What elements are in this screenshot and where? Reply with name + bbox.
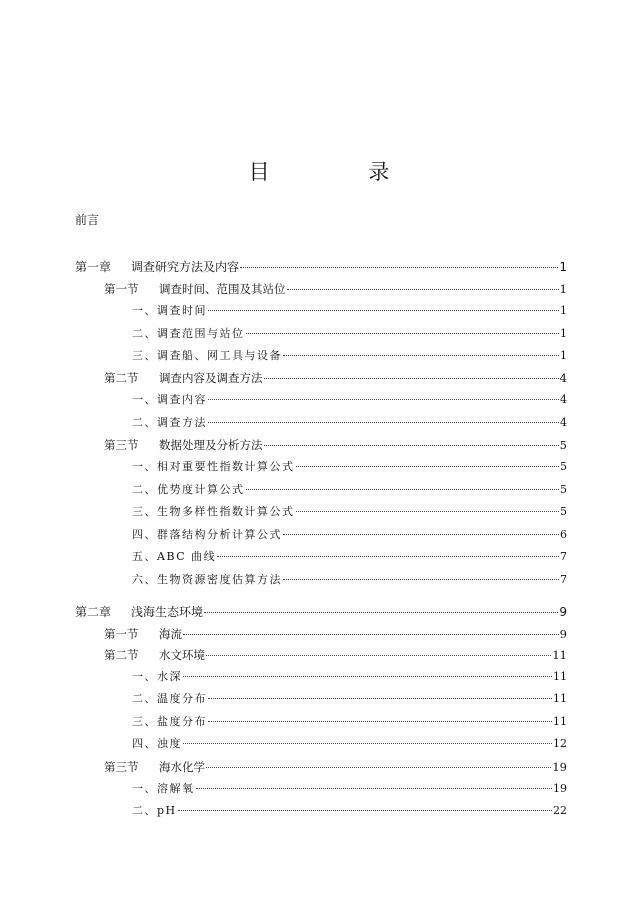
toc-entry-label: 一、水深 [132,670,182,683]
toc-entry-label: 三、盐度分布 [132,715,207,728]
toc-entry-item[interactable] [132,714,567,730]
dot-leader [246,333,560,334]
toc-entry-page: 4 [560,416,567,429]
dot-leader [296,511,560,512]
toc-entry-item[interactable] [132,691,567,707]
toc-entry-page: 5 [560,505,567,518]
toc-entry-chapter-1[interactable] [75,259,567,275]
dot-leader [196,788,553,789]
toc-entry-item[interactable] [132,572,567,588]
toc-entry-label: 三、生物多样性指数计算公式 [132,505,295,518]
toc-entry-section[interactable] [104,626,567,642]
toc-preface[interactable]: 前言 [75,213,100,227]
toc-entry-section[interactable] [104,759,567,775]
toc-entry-label: 二、调查方法 [132,416,207,429]
toc-entry-number: 第一章 [75,260,112,274]
toc-entry-page: 9 [559,627,567,641]
dot-leader [183,676,552,677]
toc-entry-page: 19 [553,782,567,795]
toc-entry-page: 1 [560,349,567,362]
toc-entry-label: 二、pH [132,804,177,817]
toc-entry-item[interactable] [132,392,567,408]
dot-leader [264,378,559,379]
dot-leader [283,534,559,535]
toc-entry-page: 11 [553,692,567,705]
toc-entry-item[interactable] [132,504,567,520]
dot-leader [204,612,558,613]
toc-entry-page: 4 [559,371,567,385]
toc-entry-item[interactable] [132,549,567,565]
dot-leader [208,422,559,423]
dot-leader [178,810,552,811]
toc-entry-number: 第二节 [104,371,139,385]
toc-entry-label: 二、温度分布 [132,692,207,705]
toc-entry-number: 第二章 [75,605,112,619]
toc-entry-label: 调查时间、范围及其站位 [159,282,286,296]
dot-leader [287,289,559,290]
toc-entry-page: 11 [553,715,567,728]
toc-entry-number: 第一节 [104,282,139,296]
dot-leader [206,655,551,656]
toc-entry-section[interactable] [104,437,567,453]
toc-entry-item[interactable] [132,669,567,685]
toc-entry-number: 第三节 [104,438,139,452]
toc-entry-section[interactable] [104,647,567,663]
toc-entry-item[interactable] [132,348,567,364]
dot-leader [183,634,559,635]
toc-entry-label: 调查内容及调查方法 [159,371,263,385]
toc-entry-page: 11 [552,648,567,662]
toc-entry-label: 一、相对重要性指数计算公式 [132,460,295,473]
toc-entry-number: 第一节 [104,627,139,641]
toc-entry-label: 水文环境 [159,648,205,662]
toc-entry-item[interactable] [132,736,567,752]
dot-leader [208,721,552,722]
toc-entry-item[interactable] [132,781,567,797]
toc-entry-item[interactable] [132,527,567,543]
toc-entry-page: 1 [560,327,567,340]
dot-leader [206,767,551,768]
toc-entry-page: 1 [559,282,567,296]
toc-entry-label: 浅海生态环境 [131,605,204,619]
dot-leader [246,489,560,490]
toc-entry-item[interactable] [132,803,567,819]
toc-entry-page: 4 [560,393,567,406]
toc-entry-item[interactable] [132,326,567,342]
dot-leader [183,743,552,744]
toc-entry-page: 1 [559,260,567,274]
toc-entry-item[interactable] [132,459,567,475]
toc-entry-label: 一、调查内容 [132,393,207,406]
toc-entry-label: 五、ABC 曲线 [132,550,217,563]
toc-entry-item[interactable] [132,482,567,498]
toc-entry-page: 6 [560,528,567,541]
dot-leader [283,355,559,356]
toc-entry-page: 7 [560,550,567,563]
toc-entry-label: 海流 [159,627,182,641]
toc-entry-page: 19 [552,760,567,774]
page-title: 目 录 [248,160,436,184]
toc-entry-label: 一、调查时间 [132,304,207,317]
toc-entry-page: 5 [559,438,567,452]
toc-entry-page: 5 [560,460,567,473]
toc-entry-item[interactable] [132,303,567,319]
toc-entry-label: 一、溶解氧 [132,782,195,795]
dot-leader [208,698,552,699]
toc-entry-section[interactable] [104,281,567,297]
dot-leader [264,445,559,446]
toc-entry-label: 六、生物资源密度估算方法 [132,573,282,586]
toc-entry-label: 三、调查船、网工具与设备 [132,349,282,362]
dot-leader [283,579,559,580]
dot-leader [296,466,560,467]
toc-entry-page: 1 [560,304,567,317]
toc-entry-label: 数据处理及分析方法 [159,438,263,452]
toc-entry-page: 9 [559,605,567,619]
toc-entry-page: 5 [560,483,567,496]
toc-entry-page: 22 [553,804,567,817]
toc-entry-label: 调查研究方法及内容 [131,260,240,274]
toc-entry-section[interactable] [104,370,567,386]
toc-entry-label: 四、浊度 [132,737,182,750]
toc-entry-number: 第二节 [104,648,139,662]
toc-entry-number: 第三节 [104,760,139,774]
toc-entry-chapter-2[interactable] [75,604,567,620]
dot-leader [240,267,558,268]
dot-leader [208,310,559,311]
toc-entry-page: 12 [553,737,567,750]
toc-entry-label: 二、优势度计算公式 [132,483,245,496]
toc-entry-page: 7 [560,573,567,586]
toc-entry-label: 二、调查范围与站位 [132,327,245,340]
dot-leader [208,399,559,400]
dot-leader [217,556,559,557]
toc-entry-page: 11 [553,670,567,683]
toc-entry-label: 海水化学 [159,760,205,774]
toc-entry-label: 四、群落结构分析计算公式 [132,528,282,541]
toc-entry-item[interactable] [132,415,567,431]
